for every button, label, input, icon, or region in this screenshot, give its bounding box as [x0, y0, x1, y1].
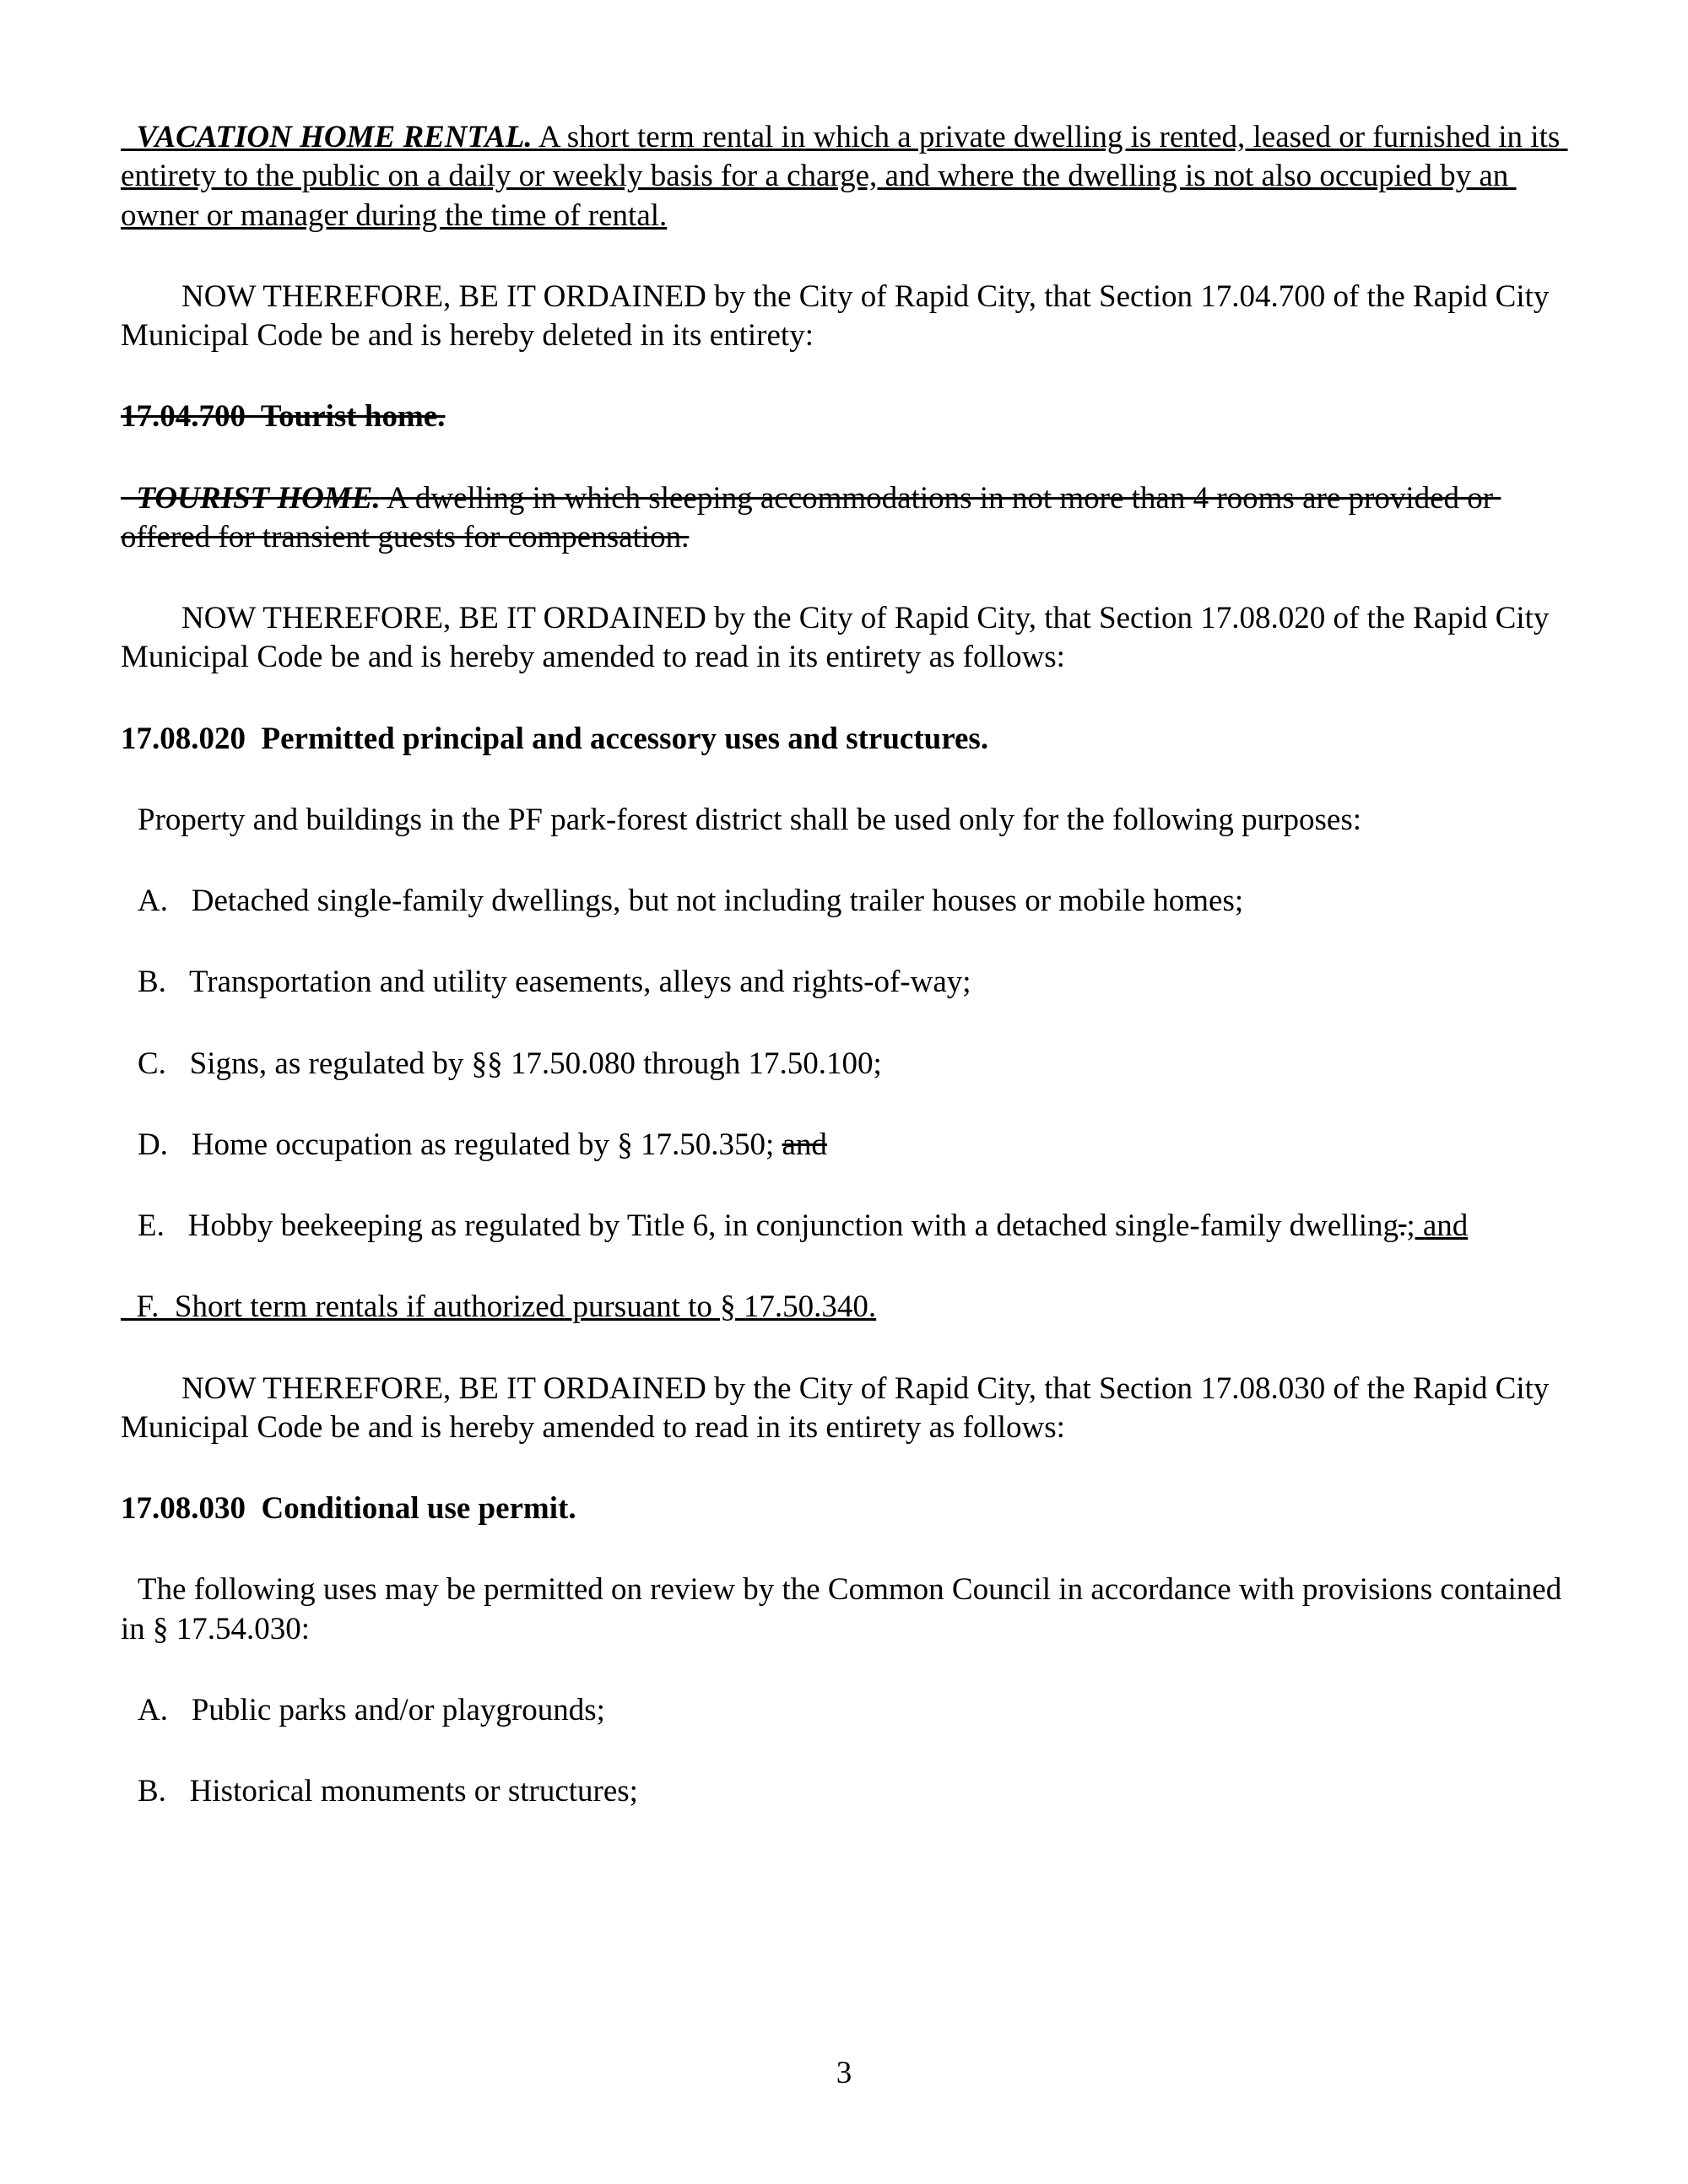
section-heading-17-08-020: 17.08.020 Permitted principal and accessory uses and structures. — [121, 721, 989, 756]
item-e-struck-text: . — [1399, 1208, 1407, 1243]
para-tourist-home-definition-struck — [121, 479, 1570, 558]
item-e-added-text: ; and — [1406, 1208, 1469, 1243]
list-item-e-permitted — [121, 1207, 1570, 1246]
defined-term-tourist-home: TOURIST HOME. — [121, 480, 381, 516]
tourist-definition-text: A dwelling in which sleeping accommodations in not more than 4 rooms are provided or offered for transient guests for compensation. — [121, 480, 1501, 554]
ordained-clause-17-08-020: NOW THEREFORE, BE IT ORDAINED by the City of Rapid City, that Section 17.08.020 of the Rapid City Municipal Code be and is hereby amended to read in its entirety as follows: — [121, 601, 1557, 675]
list-item-a-permitted: A. Detached single-family dwellings, but not including trailer houses or mobile homes; — [138, 884, 1244, 918]
ordained-clause-17-08-030: NOW THEREFORE, BE IT ORDAINED by the City of Rapid City, that Section 17.08.030 of the Rapid City Municipal Code be and is hereby amended to read in its entirety as follows: — [121, 1370, 1557, 1445]
item-e-text: E. Hobby beekeeping as regulated by Title 6, in conjunction with a detached single-family dwelling — [138, 1208, 1399, 1243]
para-vacation-home-rental-definition — [121, 118, 1570, 235]
intro-para-17-08-030: The following uses may be permitted on review by the Common Council in accordance with provisions contained in § 17.54.030: — [121, 1572, 1570, 1646]
defined-term-vacation-home-rental: VACATION HOME RENTAL. — [121, 120, 533, 154]
cup-list-item-b: B. Historical monuments or structures; — [138, 1774, 638, 1808]
section-heading-17-04-700-struck: 17.04.700 Tourist home. — [121, 399, 446, 435]
item-d-text: D. Home occupation as regulated by § 17.50.350; — [138, 1127, 782, 1162]
intro-para-17-08-020: Property and buildings in the PF park-forest district shall be used only for the following purposes: — [138, 802, 1361, 837]
item-d-struck-text: and — [782, 1127, 827, 1162]
ordained-clause-17-04-700: NOW THEREFORE, BE IT ORDAINED by the City of Rapid City, that Section 17.04.700 of the Rapid City Municipal Code be and is hereby deleted in its entirety: — [121, 278, 1557, 353]
list-item-b-permitted: B. Transportation and utility easements, alleys and rights-of-way; — [138, 965, 971, 1000]
section-heading-17-08-030: 17.08.030 Conditional use permit. — [121, 1491, 576, 1526]
page-number: 3 — [836, 2055, 852, 2090]
cup-list-item-a: A. Public parks and/or playgrounds; — [138, 1692, 605, 1727]
list-item-d-permitted — [121, 1126, 1570, 1165]
vacation-definition-text: A short term rental in which a private dwelling is rented, leased or furnished in its entirety to the public on a daily or weekly basis for a charge, and where the dwelling is not also occupied by an owner or manager during the time of rental. — [121, 120, 1568, 233]
list-item-f-permitted-added: F. Short term rentals if authorized pursuant to § 17.50.340. — [121, 1289, 877, 1325]
list-item-c-permitted: C. Signs, as regulated by §§ 17.50.080 through 17.50.100; — [138, 1046, 882, 1081]
